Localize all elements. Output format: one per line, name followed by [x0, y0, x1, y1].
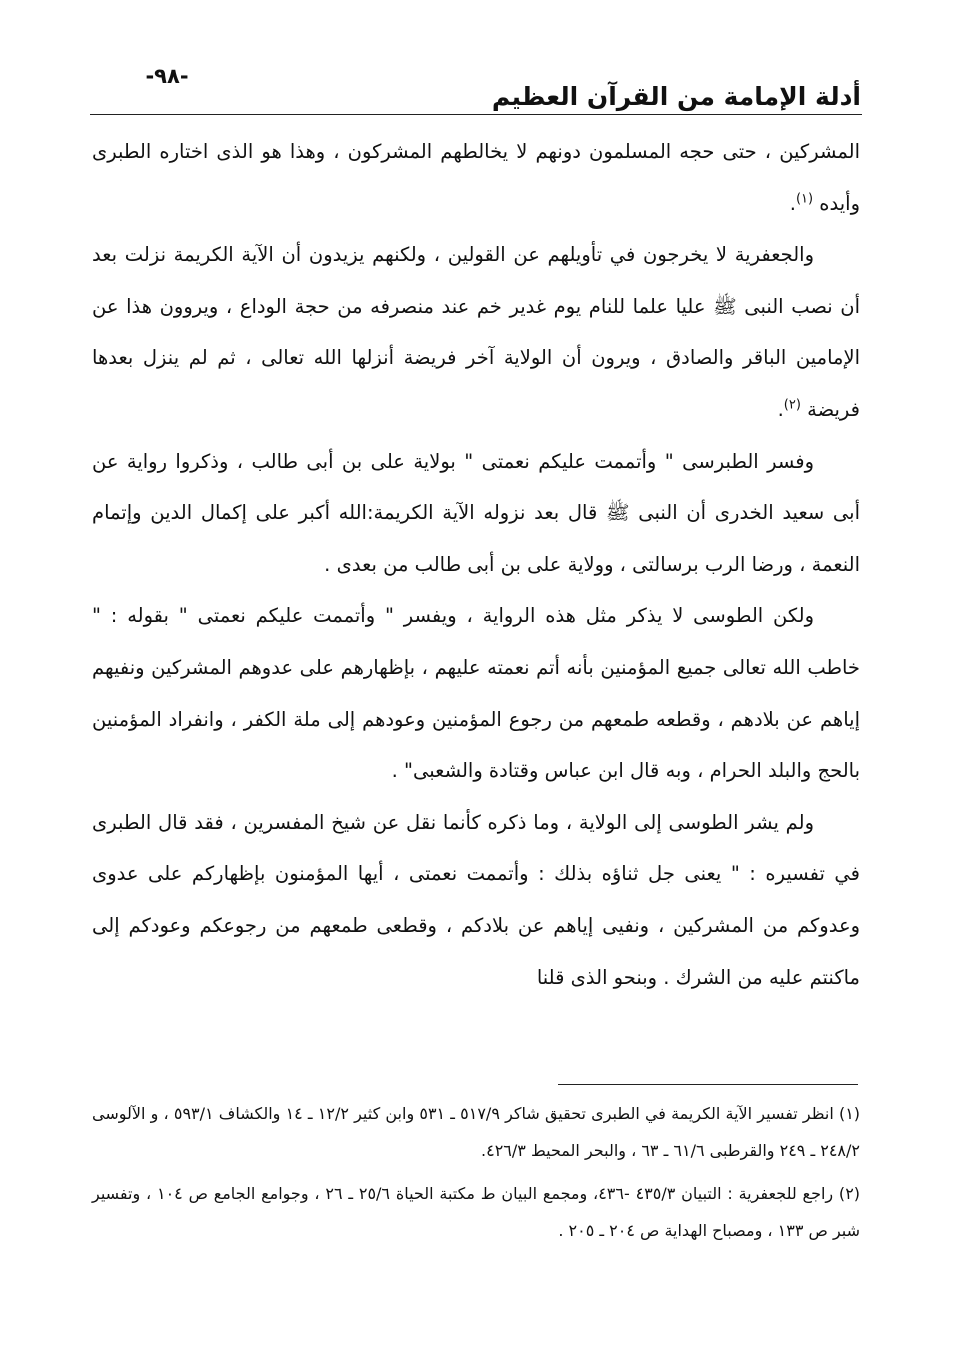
footnotes — [92, 1095, 860, 1255]
paragraph-4: ولكن الطوسى لا يذكر مثل هذه الرواية ، ويفسر " وأتممت عليكم نعمتى " بقوله : " خاطب الله تعالى جميع المؤمنين بأنه أتم نعمته عليهم ، بإظهارهم على عدوهم المشركين ونفيهم إياهم عن بلادهم ، وقطعه طمعهم من رجوع المؤمنين وعودهم إلى ملة الكفر ، وانفراد المؤمنين بالحج والبلد الحرام ، وبه قال ابن عباس وقتادة والشعبى" . — [92, 604, 860, 783]
footnote-1: (١) انظر تفسير الآية الكريمة في الطبرى تحقيق شاكر ٥١٧/٩ ـ ٥٣١ وابن كثير ١٢/٢ ـ ١٤ والكشاف ٥٩٣/١ ، و الآلوسى ٢٤٨/٢ ـ ٢٤٩ والقرطبى ٦١/٦ ـ ٦٣ ، والبحر المحيط ٤٢٦/٣. — [92, 1104, 861, 1160]
paragraph-1-end: . — [789, 191, 796, 215]
paragraph-2-text: والجعفرية لا يخرجون في تأويلهم عن القولين ، ولكنهم يزيدون أن الآية الكريمة نزلت بعد أن نصب النبى ﷺ عليا علما للنام يوم غدير خم عند منصرفه من حجة الوداع ، ويروون هذا عن الإمامين الباقر والصادق ، ويرون أن الولاية آخر فريضة أنزلها الله تعالى ، ثم لم ينزل بعدها فريضة — [92, 243, 860, 421]
running-title: أدلة الإمامة من القرآن العظيم — [491, 82, 861, 111]
paragraph-2 — [92, 229, 860, 435]
paragraph-1 — [92, 126, 860, 229]
paragraph-2-end: . — [777, 397, 784, 421]
header-rule — [90, 114, 862, 115]
footnote-rule — [558, 1084, 858, 1085]
paragraph-5: ولم يشر الطوسى إلى الولاية ، وما ذكره كأنما نقل عن شيخ المفسرين ، فقد قال الطبرى في تفسيره : " يعنى جل ثناؤه بذلك : وأتممت نعمتى ، أيها المؤمنون بإظهاركم على عدوى وعدوكم من المشركين ، ونفيى إياهم عن بلادكم ، وقطعى طمعهم من رجوعكم وعودكم إلى ماكنتم عليه من الشرك . وبنحو الذى قلنا — [92, 810, 860, 989]
body-text — [92, 126, 860, 1003]
paragraph-3: وفسر الطبرسى " وأتممت عليكم نعمتى " بولاية على بن أبى طالب ، وذكروا رواية عن أبى سعيد الخدرى أن النبى ﷺ قال بعد نزوله الآية الكريمة:الله أكبر على إكمال الدين وإتمام النعمة ، ورضا الرب برسالتى ، وولاية على بن أبى طالب من بعدى . — [92, 449, 860, 576]
footnote-ref-2: (٢) — [783, 397, 801, 413]
footnote-ref-1: (١) — [795, 191, 814, 207]
paragraph-1-text: المشركين ، حتى حجه المسلمون دونهم لا يخالطهم المشركون ، وهذا هو الذى اختاره الطبرى وأيده — [92, 140, 860, 215]
footnote-2: (٢) راجع للجعفرية : التبيان ٤٣٥/٣ -٤٣٦، ومجمع البيان ط مكتبة الحياة ٢٥/٦ ـ ٢٦ ، وجوامع الجامع ص ١٠٤ ، وتفسير شبر ص ١٣٣ ، ومصباح الهداية ص ٢٠٤ ـ ٢٠٥ . — [92, 1184, 861, 1240]
page-number: -٩٨- — [145, 64, 189, 88]
